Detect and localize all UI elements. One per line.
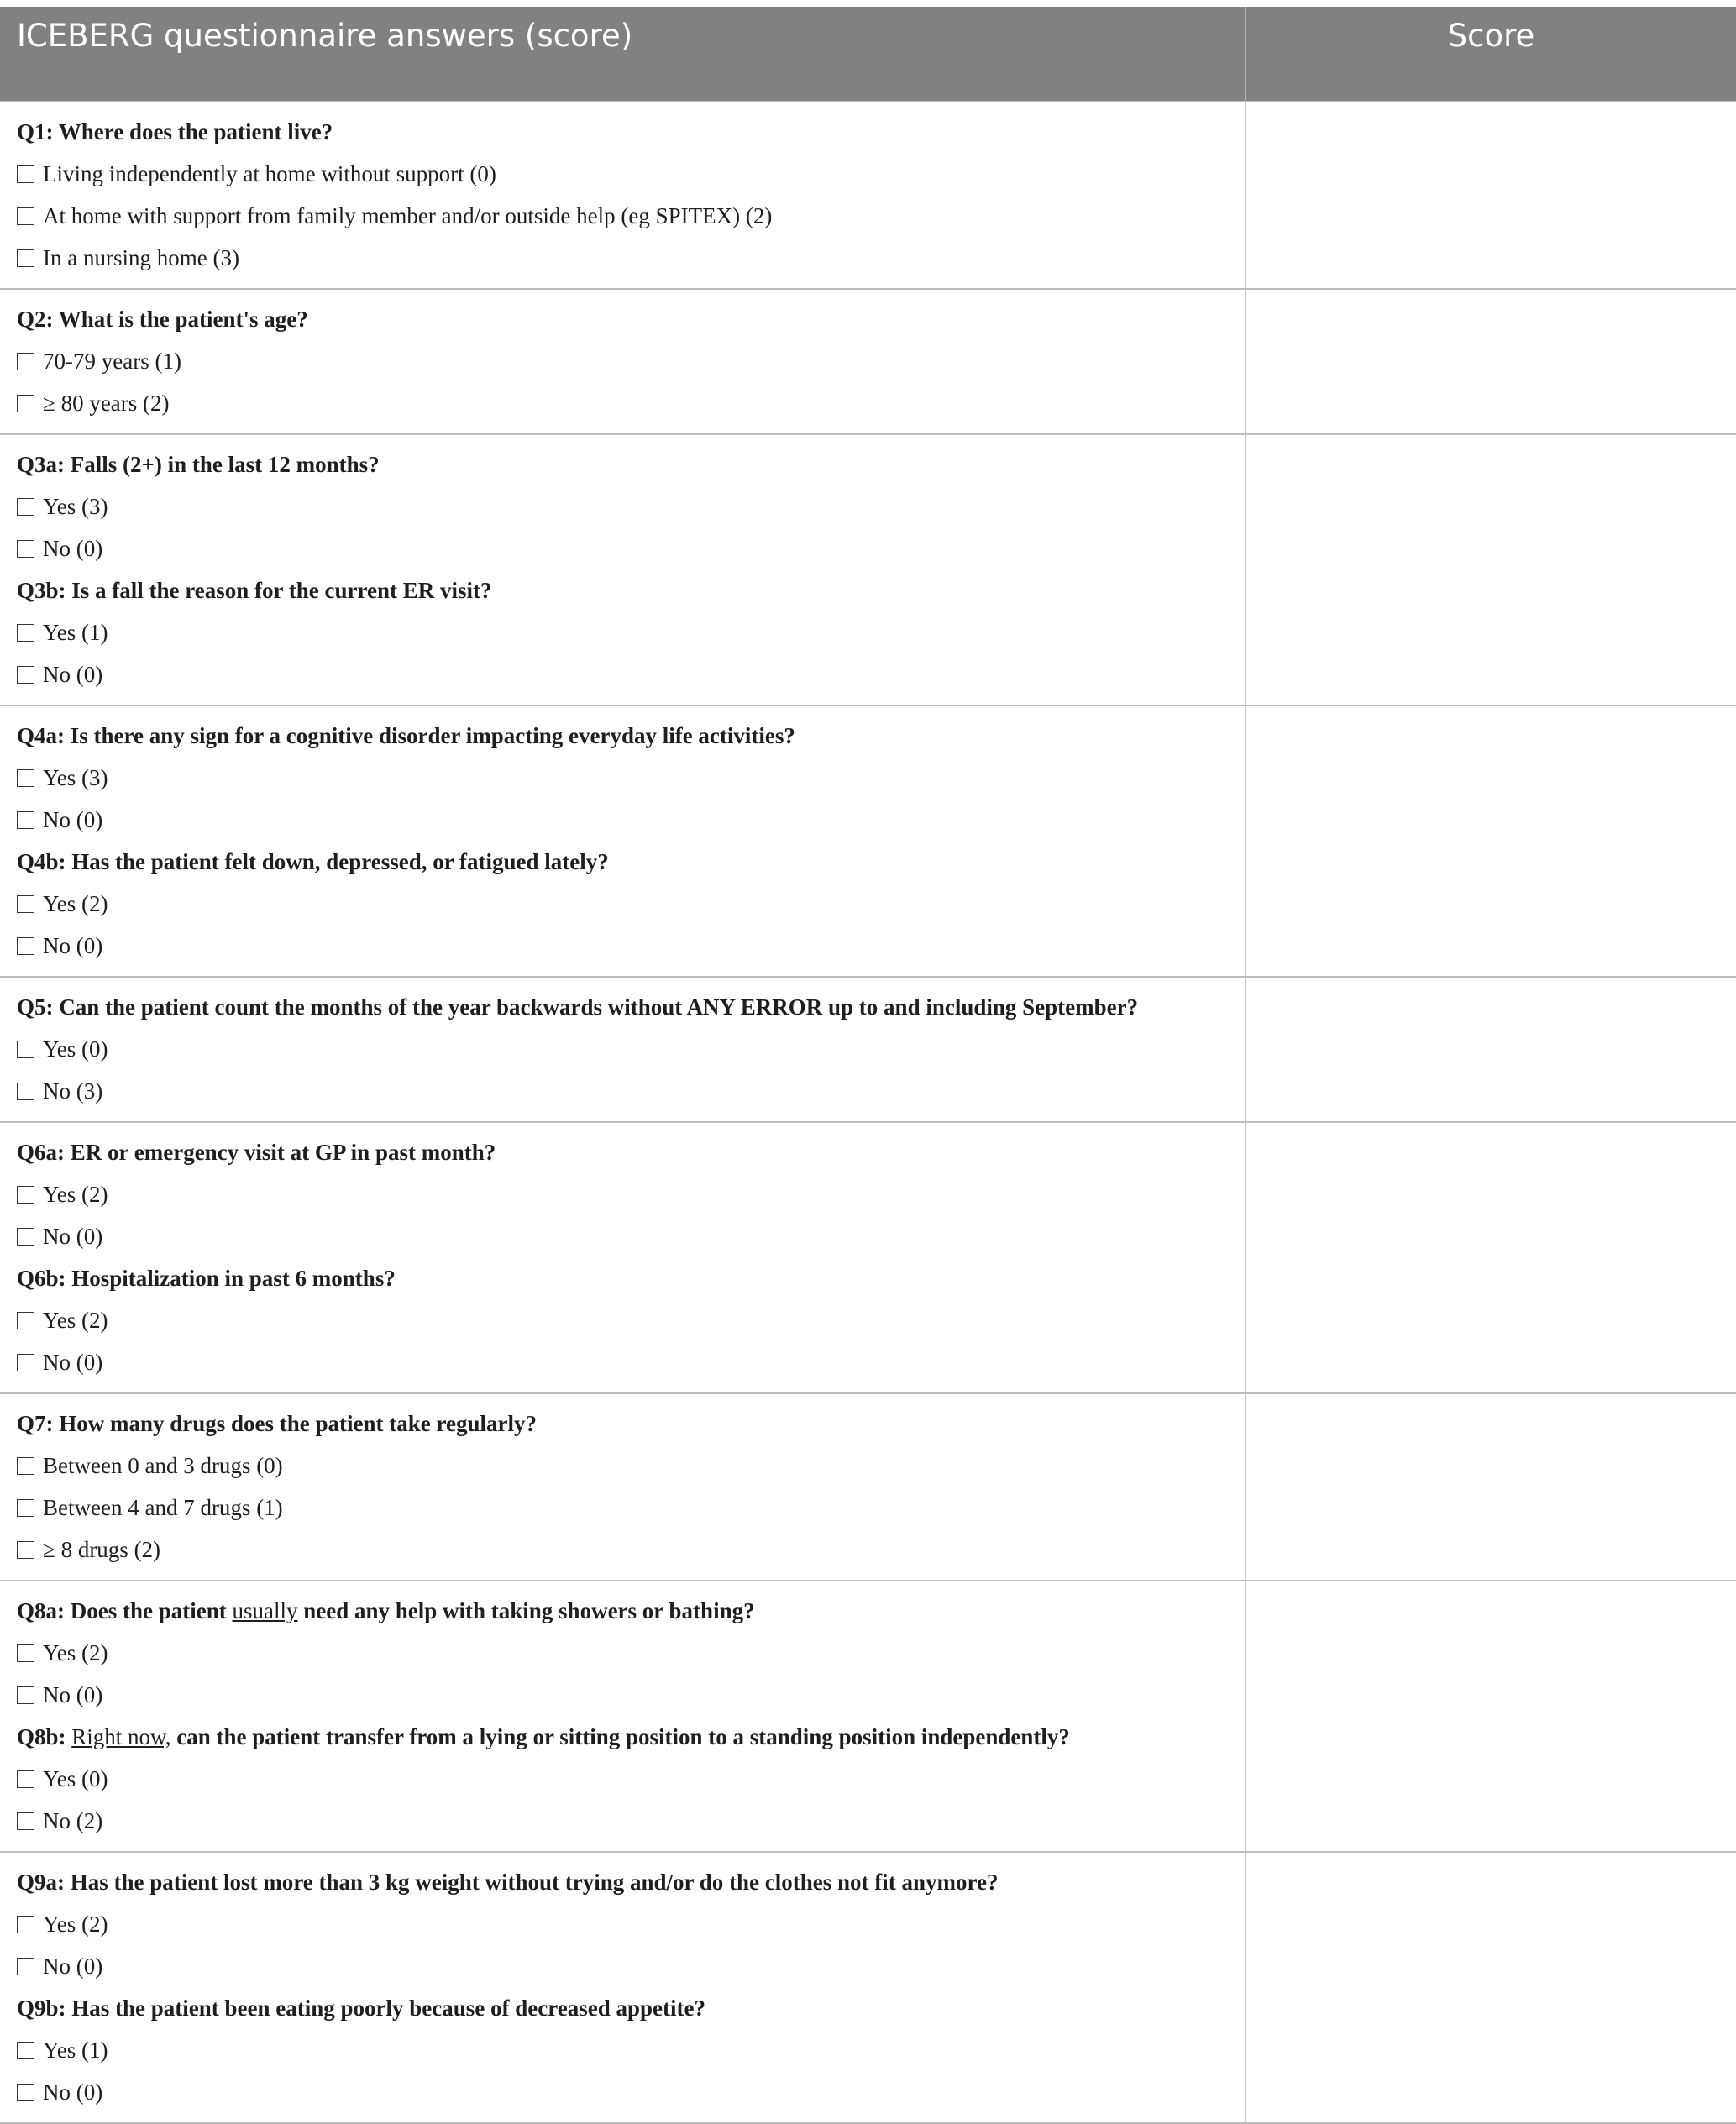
answer-option-label: No (0) <box>43 1350 103 1375</box>
answer-option-label: Yes (3) <box>43 765 108 790</box>
answer-option[interactable] <box>17 1758 1245 1800</box>
checkbox[interactable] <box>17 1541 34 1559</box>
answer-option-label: No (0) <box>43 1682 103 1707</box>
question-text: Q6b: Hospitalization in past 6 months? <box>17 1266 396 1291</box>
answer-option[interactable] <box>17 1173 1245 1215</box>
answer-option-label: ≥ 80 years (2) <box>43 391 170 416</box>
score-cell[interactable] <box>1246 434 1736 705</box>
answer-option[interactable] <box>17 1674 1245 1716</box>
checkbox[interactable] <box>17 1354 34 1371</box>
answer-option[interactable] <box>17 153 1245 195</box>
score-cell[interactable] <box>1246 705 1736 977</box>
question-group-row <box>0 1581 1736 1852</box>
answer-option[interactable] <box>17 1299 1245 1341</box>
checkbox[interactable] <box>17 165 34 183</box>
question-text: Q4a: Is there any sign for a cognitive disorder impacting everyday life activities? <box>17 723 795 748</box>
question-text: Q3b: Is a fall the reason for the current ER visit? <box>17 578 492 603</box>
answer-option-label: No (3) <box>43 1078 103 1104</box>
checkbox[interactable] <box>17 540 34 558</box>
answer-option-label: Yes (0) <box>43 1036 108 1062</box>
answer-option-label: 70-79 years (1) <box>43 349 181 374</box>
checkbox[interactable] <box>17 1812 34 1830</box>
answer-option[interactable] <box>17 2029 1245 2071</box>
questions-cell <box>0 1122 1246 1393</box>
answer-option[interactable] <box>17 527 1245 569</box>
answer-option-label: Between 0 and 3 drugs (0) <box>43 1453 283 1478</box>
checkbox[interactable] <box>17 811 34 829</box>
question-text: Q9b: Has the patient been eating poorly because of decreased appetite? <box>17 1996 705 2021</box>
answer-option-label: No (0) <box>43 662 103 687</box>
question-text-part: Q8b: <box>17 1724 72 1749</box>
score-cell[interactable] <box>1246 1581 1736 1852</box>
checkbox[interactable] <box>17 395 34 412</box>
answer-option-label: No (0) <box>43 933 103 958</box>
answer-option-label: Yes (2) <box>43 1182 108 1207</box>
score-cell[interactable] <box>1246 102 1736 289</box>
question-group-row <box>0 289 1736 434</box>
answer-option[interactable] <box>17 1215 1245 1257</box>
score-cell[interactable] <box>1246 1122 1736 1393</box>
answer-option-label: In a nursing home (3) <box>43 245 239 270</box>
header-score: Score <box>1246 7 1736 102</box>
checkbox[interactable] <box>17 624 34 642</box>
answer-option[interactable] <box>17 611 1245 653</box>
checkbox[interactable] <box>17 1644 34 1662</box>
question-group-row <box>0 1852 1736 2123</box>
answer-option-label: No (0) <box>43 536 103 561</box>
questions-cell <box>0 434 1246 705</box>
answer-option-label: Between 4 and 7 drugs (1) <box>43 1495 283 1520</box>
answer-option-label: Yes (1) <box>43 620 108 645</box>
checkbox[interactable] <box>17 895 34 913</box>
checkbox[interactable] <box>17 1228 34 1246</box>
answer-option[interactable] <box>17 1341 1245 1383</box>
answer-option-label: Yes (1) <box>43 2037 108 2063</box>
answer-option-label: No (0) <box>43 1954 103 1979</box>
answer-option-label: No (0) <box>43 2079 103 2105</box>
questions-cell <box>0 705 1246 977</box>
answer-option-label: Yes (2) <box>43 1640 108 1665</box>
question-text: Q5: Can the patient count the months of the year backwards without ANY ERROR up to and including September? <box>17 994 1139 1020</box>
answer-option[interactable] <box>17 1070 1245 1112</box>
answer-option-label: Yes (3) <box>43 494 108 519</box>
header-questionnaire-answers: ICEBERG questionnaire answers (score) <box>0 7 1246 102</box>
checkbox[interactable] <box>17 1499 34 1517</box>
checkbox[interactable] <box>17 353 34 370</box>
question-text: Q3a: Falls (2+) in the last 12 months? <box>17 452 380 477</box>
question-text <box>17 1716 1245 1758</box>
answer-option-label: Yes (2) <box>43 1912 108 1937</box>
checkbox[interactable] <box>17 498 34 516</box>
questions-cell <box>0 977 1246 1122</box>
answer-option[interactable] <box>17 1800 1245 1842</box>
answer-option[interactable] <box>17 799 1245 841</box>
answer-option-label: Yes (2) <box>43 1308 108 1333</box>
answer-option[interactable] <box>17 340 1245 382</box>
questions-cell <box>0 102 1246 289</box>
checkbox[interactable] <box>17 1958 34 1975</box>
table-header-row <box>0 7 1736 102</box>
question-group-row <box>0 102 1736 289</box>
checkbox[interactable] <box>17 769 34 787</box>
answer-option-label: ≥ 8 drugs (2) <box>43 1537 161 1562</box>
checkbox[interactable] <box>17 937 34 955</box>
question-text: Q6a: ER or emergency visit at GP in past month? <box>17 1140 496 1165</box>
score-cell[interactable] <box>1246 1393 1736 1581</box>
answer-option-label: Living independently at home without support (0) <box>43 161 496 186</box>
checkbox[interactable] <box>17 1083 34 1100</box>
question-text-part: can the patient transfer from a lying or sitting position to a standing position independently? <box>170 1724 1070 1749</box>
question-text: Q7: How many drugs does the patient take regularly? <box>17 1411 537 1436</box>
answer-option[interactable] <box>17 1445 1245 1487</box>
underlined-emphasis: Right now, <box>71 1724 171 1749</box>
question-text: Q2: What is the patient's age? <box>17 307 308 332</box>
answer-option[interactable] <box>17 1529 1245 1571</box>
answer-option-label: At home with support from family member and/or outside help (eg SPITEX) (2) <box>43 203 773 228</box>
checkbox[interactable] <box>17 1770 34 1788</box>
checkbox[interactable] <box>17 1686 34 1704</box>
checkbox[interactable] <box>17 1186 34 1204</box>
question-group-row <box>0 1393 1736 1581</box>
answer-option[interactable] <box>17 1487 1245 1529</box>
answer-option[interactable] <box>17 237 1245 279</box>
score-cell[interactable] <box>1246 289 1736 434</box>
answer-option[interactable] <box>17 883 1245 925</box>
answer-option-label: No (2) <box>43 1808 103 1833</box>
question-group-row <box>0 977 1736 1122</box>
question-text: Q1: Where does the patient live? <box>17 119 333 144</box>
answer-option[interactable] <box>17 653 1245 695</box>
answer-option-label: No (0) <box>43 1224 103 1249</box>
question-text-part: Q8a: Does the patient <box>17 1598 233 1623</box>
checkbox[interactable] <box>17 207 34 225</box>
answer-option[interactable] <box>17 757 1245 799</box>
answer-option[interactable] <box>17 1632 1245 1674</box>
answer-option[interactable] <box>17 1903 1245 1945</box>
checkbox[interactable] <box>17 1457 34 1475</box>
question-group-row <box>0 434 1736 705</box>
iceberg-questionnaire-table <box>0 7 1736 2124</box>
answer-option[interactable] <box>17 2071 1245 2113</box>
checkbox[interactable] <box>17 1916 34 1933</box>
answer-option[interactable] <box>17 1028 1245 1070</box>
checkbox[interactable] <box>17 1312 34 1329</box>
answer-option[interactable] <box>17 1945 1245 1987</box>
checkbox[interactable] <box>17 2042 34 2059</box>
questions-cell <box>0 1581 1246 1852</box>
answer-option[interactable] <box>17 382 1245 424</box>
question-text <box>17 1590 1245 1632</box>
underlined-emphasis: usually <box>232 1598 298 1623</box>
score-cell[interactable] <box>1246 1852 1736 2123</box>
answer-option-label: No (0) <box>43 807 103 832</box>
question-text: Q4b: Has the patient felt down, depressed, or fatigued lately? <box>17 849 609 874</box>
questions-cell <box>0 1393 1246 1581</box>
checkbox[interactable] <box>17 249 34 267</box>
questions-cell <box>0 1852 1246 2123</box>
question-text-part: need any help with taking showers or bathing? <box>297 1598 755 1623</box>
question-group-row <box>0 1122 1736 1393</box>
answer-option-label: Yes (2) <box>43 891 108 916</box>
checkbox[interactable] <box>17 2084 34 2101</box>
answer-option-label: Yes (0) <box>43 1766 108 1791</box>
question-group-row <box>0 705 1736 977</box>
answer-option[interactable] <box>17 485 1245 527</box>
answer-option[interactable] <box>17 925 1245 967</box>
answer-option[interactable] <box>17 195 1245 237</box>
questions-cell <box>0 289 1246 434</box>
checkbox[interactable] <box>17 666 34 684</box>
checkbox[interactable] <box>17 1041 34 1058</box>
score-cell[interactable] <box>1246 977 1736 1122</box>
question-text: Q9a: Has the patient lost more than 3 kg weight without trying and/or do the clothes not fit anymore? <box>17 1870 999 1895</box>
